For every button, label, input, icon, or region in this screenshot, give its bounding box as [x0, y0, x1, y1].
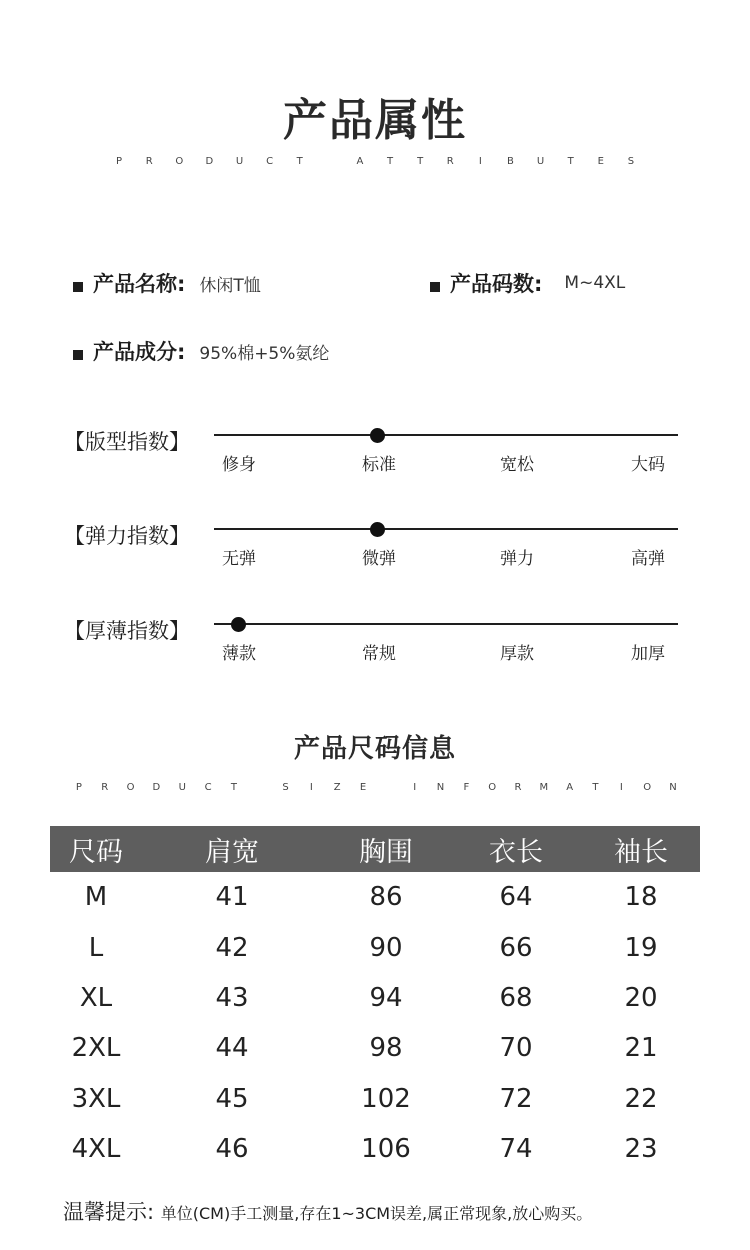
index-option: 弹力: [500, 549, 534, 569]
table-cell: 42: [215, 932, 249, 963]
subtitle-letter: N: [669, 782, 677, 793]
subtitle-letters: [66, 782, 686, 793]
subtitle-letter: T: [296, 156, 303, 167]
table-cell: 4XL: [71, 1134, 121, 1165]
table-row: [50, 1124, 700, 1174]
subtitle-letter: S: [627, 156, 635, 167]
table-cell: 72: [499, 1083, 533, 1114]
subtitle-letter: I: [413, 782, 417, 793]
index-option: 薄款: [222, 644, 256, 664]
index-option: 大码: [631, 455, 665, 475]
index-option: 无弹: [222, 549, 256, 569]
index-scale-line: [214, 434, 678, 436]
subtitle-letter: T: [592, 782, 599, 793]
subtitle-letter: M: [539, 782, 549, 793]
table-cell: 43: [215, 982, 249, 1013]
attr-value: 休闲T恤: [199, 275, 261, 296]
table-cell: 46: [215, 1134, 249, 1165]
table-cell: 70: [499, 1033, 533, 1064]
bullet-icon: [73, 282, 83, 292]
index-label: 【弹力指数】: [64, 524, 190, 548]
table-cell: 64: [499, 882, 533, 913]
attr-value: 95%棉+5%氨纶: [199, 343, 330, 364]
subtitle-letter: O: [488, 782, 497, 793]
table-row: [50, 872, 700, 922]
subtitle-letters: [104, 156, 646, 167]
subtitle-letter: O: [175, 156, 184, 167]
table-cell: 41: [215, 882, 249, 913]
attr-key: 产品码数:: [450, 272, 543, 296]
subtitle-letter: R: [514, 782, 522, 793]
attr-value: M~4XL: [564, 273, 626, 293]
index-option: 厚款: [500, 644, 534, 664]
page-subtitle: [0, 156, 750, 168]
table-cell: 21: [624, 1033, 658, 1064]
index-option: 常规: [362, 644, 396, 664]
size-table: [50, 826, 700, 1174]
table-row: [50, 973, 700, 1023]
page-title: 产品属性: [283, 95, 467, 146]
table-cell: 20: [624, 982, 658, 1013]
subtitle-letter: P: [75, 782, 82, 793]
subtitle-letter: N: [436, 782, 445, 793]
table-row: [50, 1074, 700, 1124]
index-option: 高弹: [631, 549, 665, 569]
size-note: [63, 1196, 592, 1226]
subtitle-letter: T: [386, 156, 394, 167]
index-option: 宽松: [500, 455, 534, 475]
table-cell: L: [88, 932, 104, 963]
table-cell: 106: [361, 1134, 411, 1165]
index-marker-dot: [370, 428, 385, 443]
subtitle-letter: E: [359, 782, 367, 793]
table-cell: 22: [624, 1083, 658, 1114]
note-prefix: 温馨提示:: [63, 1200, 155, 1224]
table-cell: XL: [79, 982, 113, 1013]
index-scale-line: [214, 528, 678, 530]
table-cell: 2XL: [71, 1033, 121, 1064]
table-cell: 66: [499, 932, 533, 963]
subtitle-letter: B: [507, 156, 514, 167]
subtitle-letter: U: [536, 156, 545, 167]
table-cell: 3XL: [71, 1083, 121, 1114]
header-cell: 胸围: [322, 826, 450, 872]
index-marker-dot: [231, 617, 246, 632]
table-cell: 86: [369, 882, 403, 913]
index-scale-line: [214, 623, 678, 625]
subtitle-gap: [376, 782, 402, 793]
table-cell: 90: [369, 932, 403, 963]
table-cell: M: [84, 882, 108, 913]
subtitle-letter: D: [152, 782, 161, 793]
index-label: 【版型指数】: [64, 430, 190, 454]
table-cell: 68: [499, 982, 533, 1013]
subtitle-letter: A: [356, 156, 364, 167]
note-text: 单位(CM)手工测量,存在1~3CM误差,属正常现象,放心购买。: [160, 1204, 593, 1223]
header-cell: 尺码: [50, 826, 142, 872]
subtitle-letter: T: [230, 782, 237, 793]
index-option: 修身: [222, 455, 256, 475]
subtitle-letter: I: [478, 156, 482, 167]
subtitle-letter: P: [116, 156, 123, 167]
subtitle-letter: R: [101, 782, 109, 793]
table-cell: 44: [215, 1033, 249, 1064]
attr-key: 产品名称:: [93, 272, 186, 296]
subtitle-letter: O: [643, 782, 652, 793]
subtitle-letter: A: [566, 782, 574, 793]
table-cell: 94: [369, 982, 403, 1013]
subtitle-letter: E: [597, 156, 604, 167]
index-option: 微弹: [362, 549, 396, 569]
table-row: [50, 1023, 700, 1073]
subtitle-letter: O: [126, 782, 135, 793]
bullet-icon: [430, 282, 440, 292]
subtitle-letter: D: [205, 156, 214, 167]
subtitle-letter: C: [266, 156, 274, 167]
subtitle-letter: T: [567, 156, 574, 167]
subtitle-letter: S: [282, 782, 289, 793]
table-row: [50, 922, 700, 972]
subtitle-letter: F: [463, 782, 470, 793]
subtitle-letter: C: [204, 782, 212, 793]
subtitle-letter: U: [178, 782, 186, 793]
table-cell: 23: [624, 1134, 658, 1165]
subtitle-letter: I: [309, 782, 313, 793]
table-cell: 45: [215, 1083, 249, 1114]
table-cell: 19: [624, 932, 658, 963]
size-section-title: 产品尺码信息: [293, 734, 456, 764]
subtitle-letter: U: [235, 156, 244, 167]
subtitle-letter: I: [619, 782, 623, 793]
index-option: 加厚: [631, 644, 665, 664]
attr-product-material: [73, 336, 329, 366]
header-cell: 肩宽: [142, 826, 322, 872]
header-cell: 袖长: [582, 826, 700, 872]
index-option: 标准: [362, 455, 396, 475]
table-cell: 98: [369, 1033, 403, 1064]
size-table-header: [50, 826, 700, 872]
bullet-icon: [73, 350, 83, 360]
subtitle-gap: [315, 156, 345, 167]
subtitle-letter: T: [417, 156, 424, 167]
subtitle-letter: R: [446, 156, 454, 167]
attr-product-name: [73, 268, 261, 298]
attr-product-size: [430, 268, 625, 298]
table-cell: 18: [624, 882, 658, 913]
subtitle-gap: [247, 782, 273, 793]
index-marker-dot: [370, 522, 385, 537]
table-cell: 74: [499, 1134, 533, 1165]
attr-key: 产品成分:: [93, 340, 186, 364]
index-label: 【厚薄指数】: [64, 619, 190, 643]
subtitle-letter: R: [145, 156, 153, 167]
size-section-subtitle: [0, 782, 750, 794]
subtitle-letter: Z: [333, 782, 341, 793]
table-cell: 102: [361, 1083, 411, 1114]
header-cell: 衣长: [450, 826, 582, 872]
